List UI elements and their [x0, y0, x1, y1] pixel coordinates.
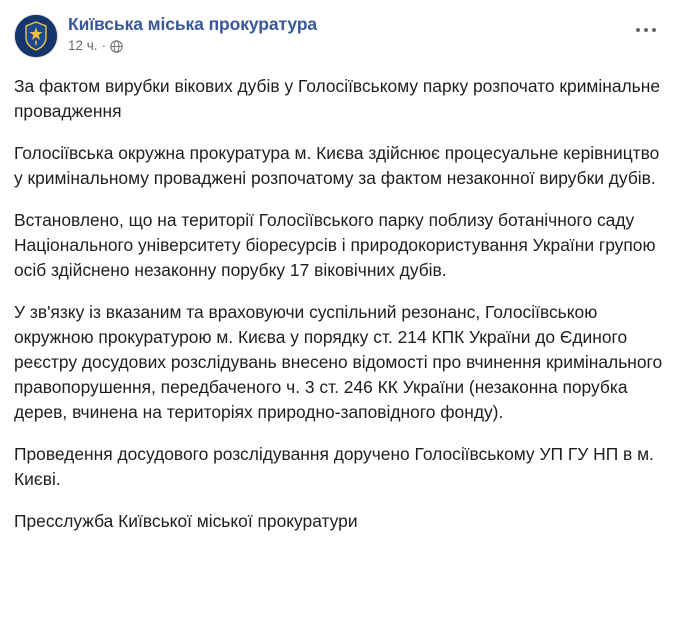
more-dot — [652, 28, 656, 32]
more-dot — [636, 28, 640, 32]
post-header-text — [68, 12, 317, 54]
post-timestamp[interactable]: 12 ч. — [68, 38, 98, 53]
post-body — [14, 64, 664, 534]
post-paragraph: Пресслужба Київської міської прокуратури — [14, 511, 358, 531]
post-paragraph: За фактом вирубки вікових дубів у Голосіївському парку розпочато кримінальне провадження — [14, 76, 660, 121]
meta-separator: · — [101, 38, 107, 53]
post-paragraph: Встановлено, що на території Голосіївського парку поблизу ботанічного саду Національного університету біоресурсів і природокористування України групою осіб здійснено незаконну порубку 17 віковічних дубів. — [14, 210, 656, 280]
page-name[interactable]: Київська міська прокуратура — [68, 14, 318, 34]
post-paragraph: Проведення досудового розслідування доручено Голосіївському УП ГУ НП в м. Києві. — [14, 444, 654, 489]
more-options-icon[interactable] — [630, 20, 662, 40]
more-dot — [644, 28, 648, 32]
post-paragraph: У зв'язку із вказаним та враховуючи суспільний резонанс, Голосіївською окружною прокуратурою м. Києва у порядку ст. 214 КПК України до Єдиного реєстру досудових розслідувань внесено відомості про вчинення кримінального правопорушення, передбаченого ч. 3 ст. 246 КК України (незаконна порубка дерев, вчинена на територіях природно-заповідного фонду). — [14, 302, 663, 422]
globe-icon[interactable] — [110, 40, 123, 53]
post-meta — [68, 38, 317, 54]
post-paragraph: Голосіївська окружна прокуратура м. Києва здійснює процесуальне керівництво у кримінальному проваджені розпочатому за фактом незаконної вирубки дубів. — [14, 143, 660, 188]
avatar[interactable] — [14, 14, 58, 58]
post-header — [14, 10, 664, 64]
